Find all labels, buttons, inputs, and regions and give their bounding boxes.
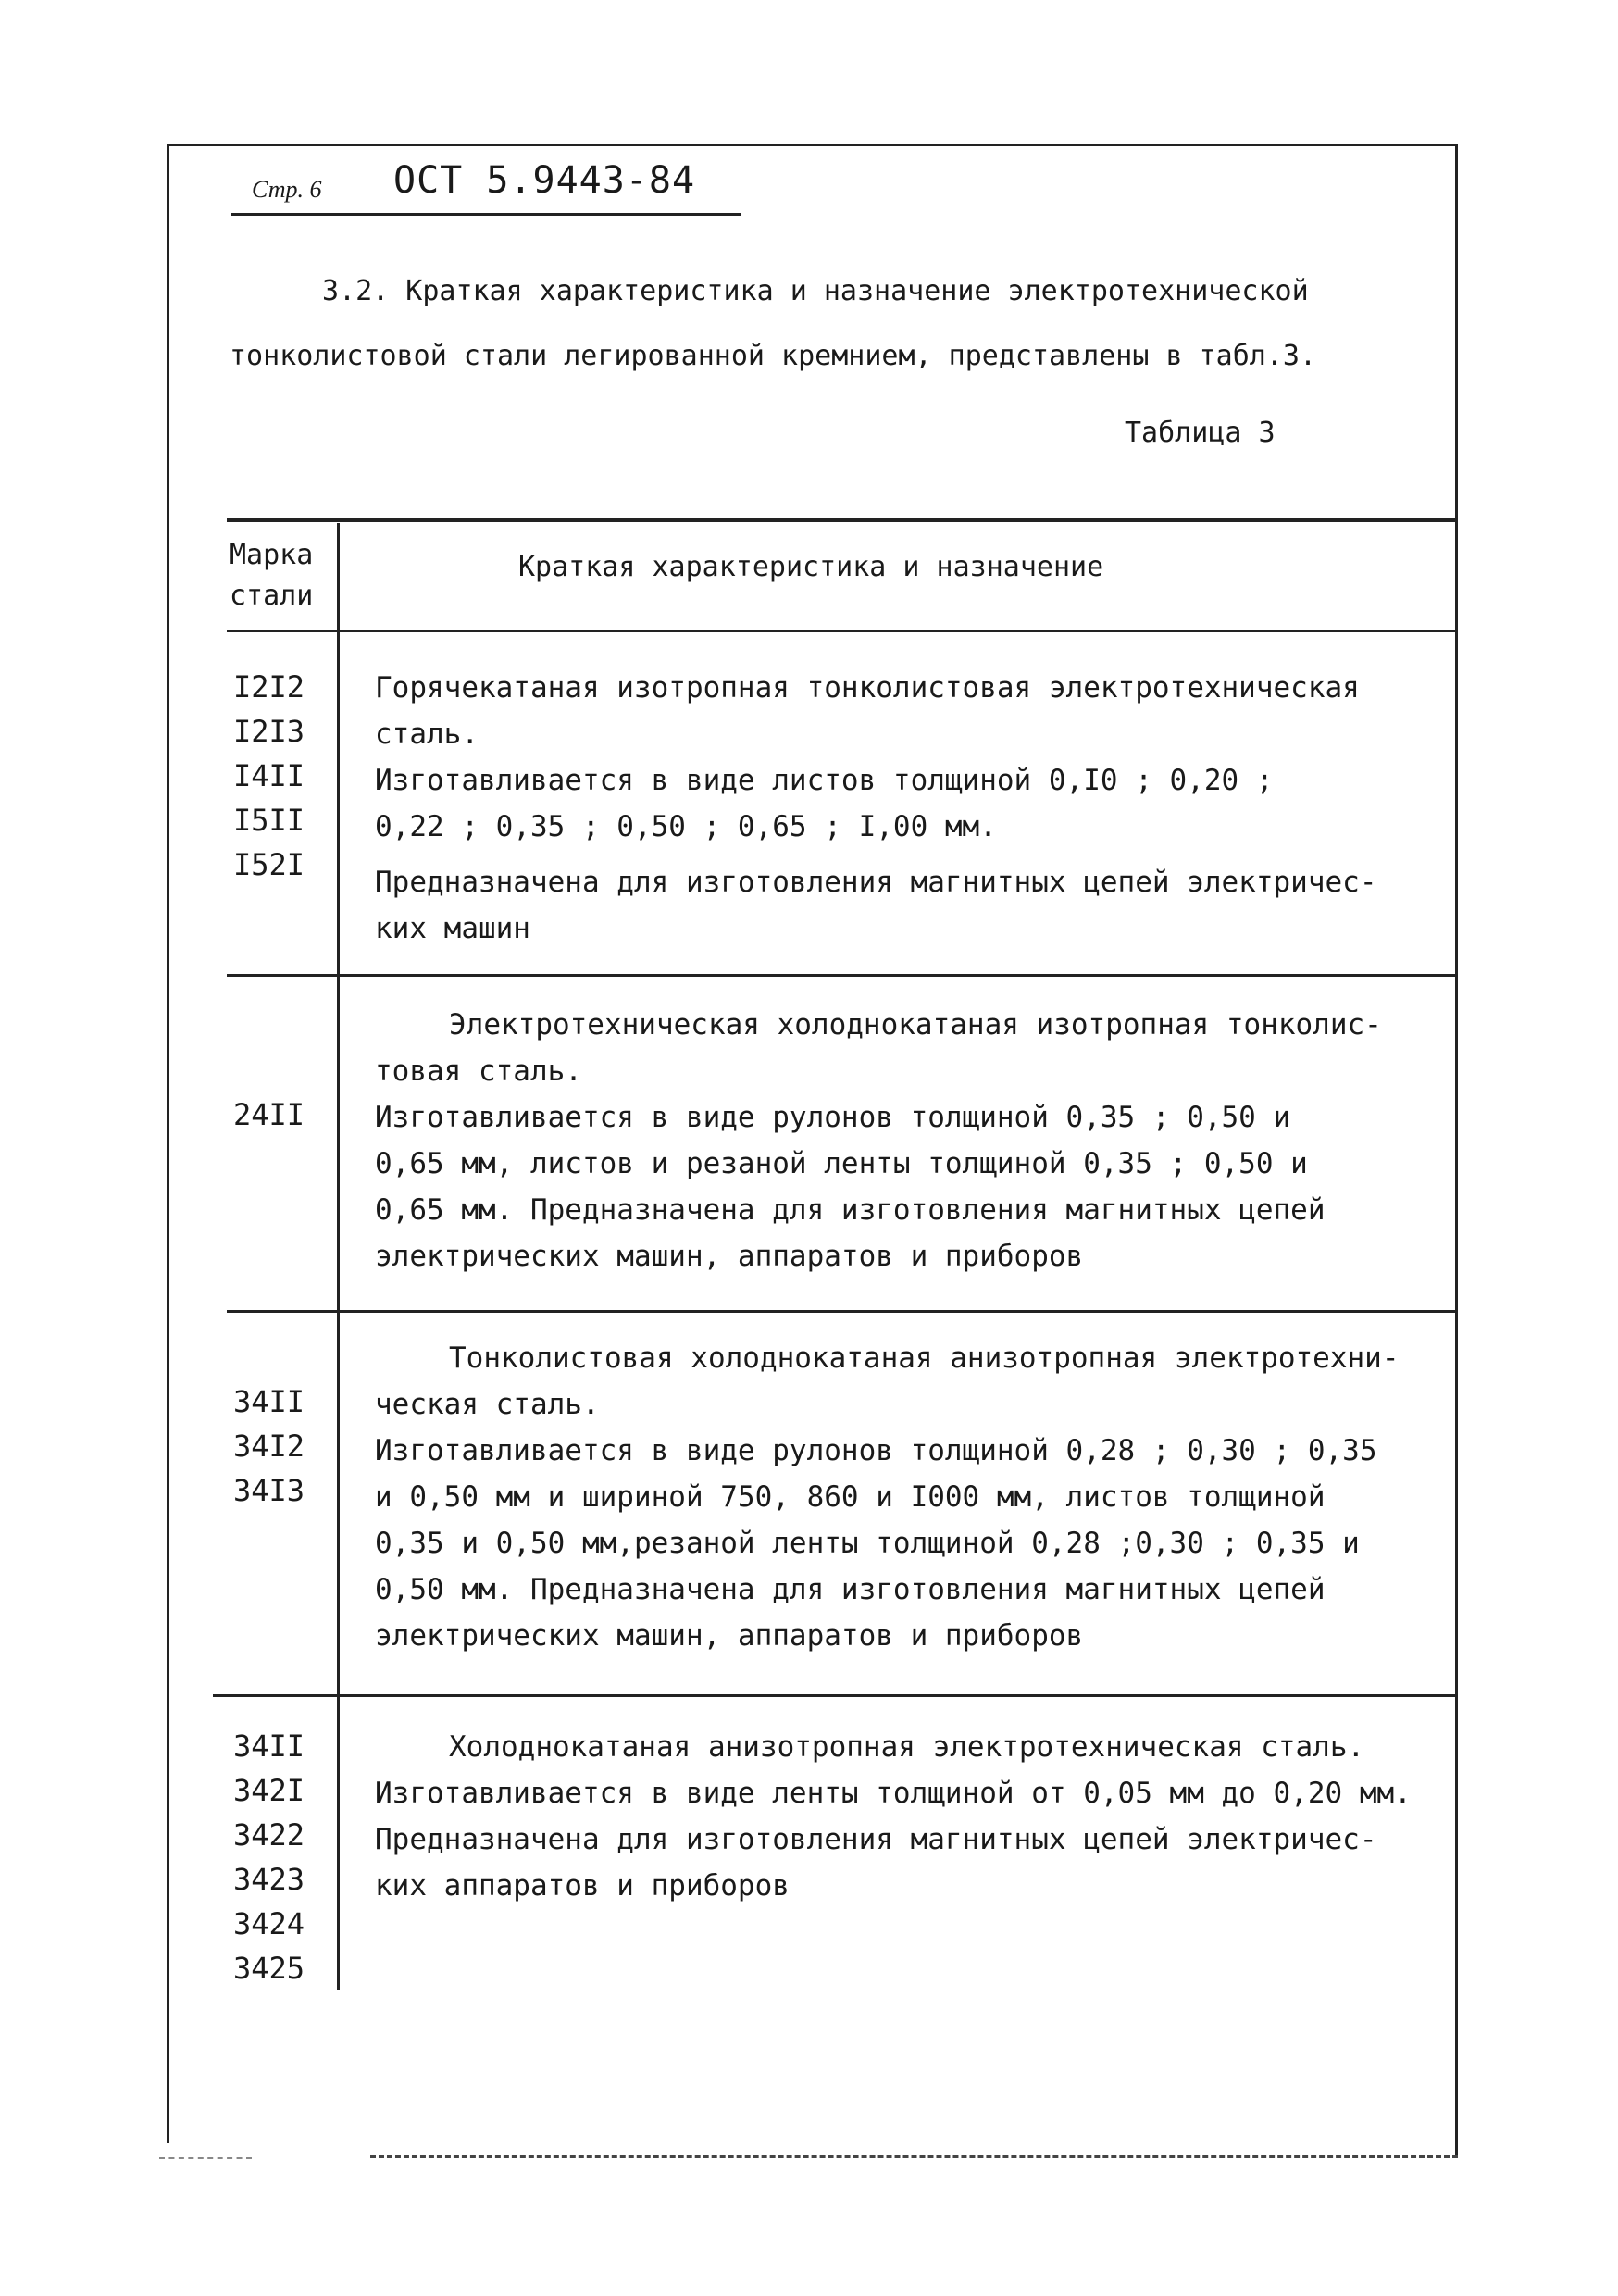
description-line: ческая сталь. <box>375 1388 600 1421</box>
description-line: 0,22 ; 0,35 ; 0,50 ; 0,65 ; I,00 мм. <box>375 810 997 843</box>
description-line: Изготавливается в виде рулонов толщиной 0,28 ; 0,30 ; 0,35 <box>375 1434 1377 1467</box>
table-row-separator <box>227 1310 1458 1313</box>
grade-cell: I2I3 <box>233 714 305 749</box>
grade-cell: 342I <box>233 1773 305 1808</box>
page-frame-left <box>167 144 169 2143</box>
grade-cell: I52I <box>233 847 305 882</box>
column-header-grade <box>230 535 313 617</box>
description-line: Тонколистовая холоднокатаная анизотропная электротехни- <box>449 1341 1400 1375</box>
grade-cell: I2I2 <box>233 669 305 705</box>
page-frame-bottom <box>370 2155 1458 2158</box>
grade-cell: 3423 <box>233 1862 305 1897</box>
table-row-4-grades <box>233 1724 305 1990</box>
grade-cell: I4II <box>233 758 305 793</box>
description-line: электрических машин, аппаратов и приборов <box>375 1619 1084 1653</box>
description-line: 0,65 мм, листов и резаной ленты толщиной 0,35 ; 0,50 и <box>375 1147 1308 1180</box>
description-line: Предназначена для изготовления магнитных цепей электричес- <box>375 866 1377 899</box>
table-column-divider <box>337 523 340 1990</box>
table-row-1-grades <box>233 665 305 887</box>
grade-cell: 24II <box>233 1097 305 1132</box>
description-line: Электротехническая холоднокатаная изотропная тонколис- <box>449 1008 1382 1042</box>
table-header-border <box>227 630 1458 632</box>
page-frame-top <box>167 144 1458 146</box>
grade-cell: 34II <box>233 1384 305 1419</box>
grade-cell: 34I2 <box>233 1429 305 1464</box>
page-number: Стр. 6 <box>252 176 322 203</box>
grade-cell: 3424 <box>233 1906 305 1941</box>
grade-cell: 3422 <box>233 1817 305 1853</box>
document-code: ОСТ 5.9443-84 <box>393 159 696 202</box>
description-line: и 0,50 мм и шириной 750, 860 и I000 мм, листов толщиной <box>375 1480 1326 1514</box>
column-header-grade-line2: стали <box>230 580 314 612</box>
description-line: Изготавливается в виде листов толщиной 0,I0 ; 0,20 ; <box>375 764 1274 797</box>
intro-line-1: 3.2. Краткая характеристика и назначение электротехнической <box>322 275 1309 307</box>
table-row-4-description <box>375 1724 1449 1909</box>
description-line: 0,50 мм. Предназначена для изготовления магнитных цепей <box>375 1573 1326 1606</box>
grade-cell: 34II <box>233 1728 305 1764</box>
table-row-separator <box>213 1694 1458 1697</box>
page-frame-bottom-left <box>159 2157 252 2159</box>
table-row-3-description <box>375 1335 1449 1659</box>
grade-cell: I5II <box>233 803 305 838</box>
description-line: Изготавливается в виде рулонов толщиной 0,35 ; 0,50 и <box>375 1101 1291 1134</box>
description-line: ких аппаратов и приборов <box>375 1869 790 1903</box>
description-line: Холоднокатаная анизотропная электротехническая сталь. <box>449 1730 1365 1764</box>
description-line: 0,35 и 0,50 мм,резаной ленты толщиной 0,28 ;0,30 ; 0,35 и <box>375 1527 1360 1560</box>
page-frame-right <box>1455 144 1458 2157</box>
column-header-grade-line1: Марка <box>230 539 314 571</box>
table-top-border <box>227 518 1458 522</box>
description-line: электрических машин, аппаратов и приборов <box>375 1240 1084 1273</box>
description-line: Изготавливается в виде ленты толщиной от 0,05 мм до 0,20 мм. <box>375 1777 1412 1810</box>
table-row-2-description <box>375 1002 1449 1279</box>
table-row-2-grades <box>233 1092 305 1137</box>
table-caption: Таблица 3 <box>1125 417 1276 449</box>
grade-cell: 3425 <box>233 1951 305 1986</box>
description-line: ких машин <box>375 912 530 945</box>
description-line: Горячекатаная изотропная тонколистовая электротехническая <box>375 671 1360 705</box>
description-line: сталь. <box>375 718 479 751</box>
description-line: товая сталь. <box>375 1054 582 1088</box>
header-underline <box>231 213 741 216</box>
grade-cell: 34I3 <box>233 1473 305 1508</box>
description-line: 0,65 мм. Предназначена для изготовления магнитных цепей <box>375 1193 1326 1227</box>
description-line: Предназначена для изготовления магнитных цепей электричес- <box>375 1823 1377 1856</box>
intro-line-2: тонколистовой стали легированной кремнием, представлены в табл.3. <box>230 340 1316 372</box>
table-row-1-description <box>375 665 1449 952</box>
table-row-3-grades <box>233 1379 305 1513</box>
column-header-description: Краткая характеристика и назначение <box>518 551 1104 583</box>
table-row-separator <box>227 974 1458 977</box>
